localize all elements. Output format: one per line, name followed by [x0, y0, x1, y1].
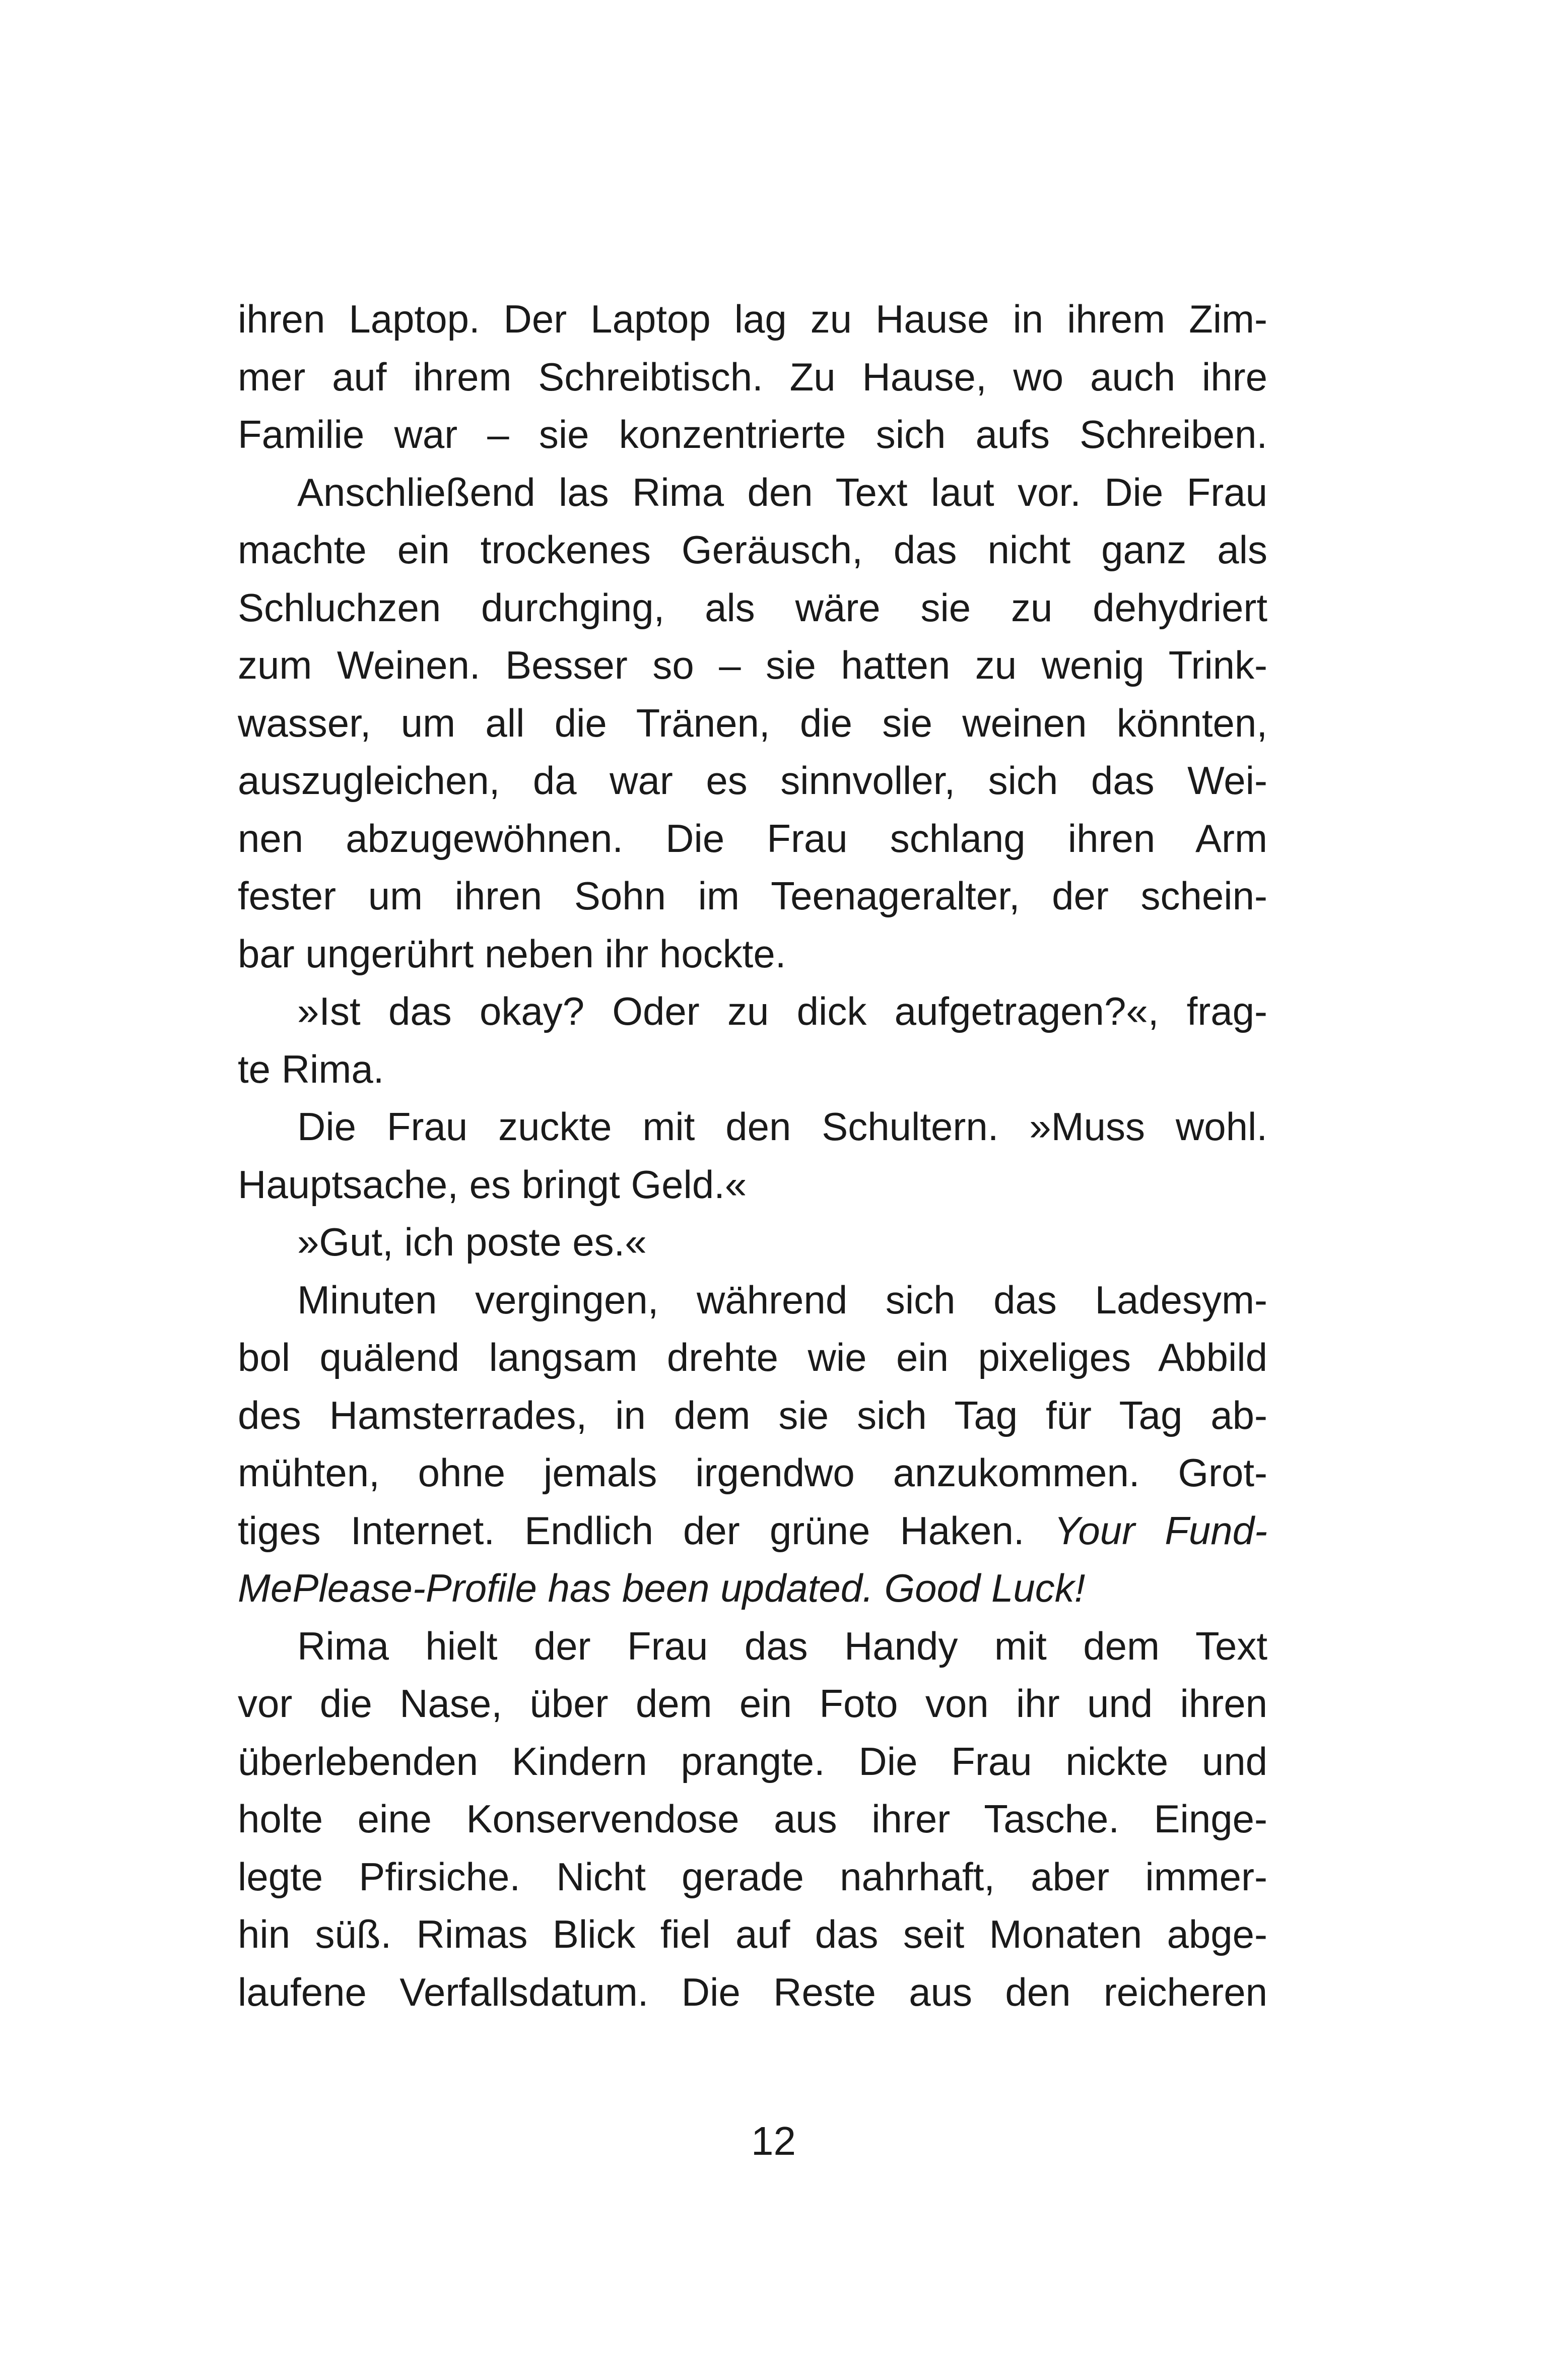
text-line: Rima hielt der Frau das Handy mit dem Text	[297, 1623, 1267, 1668]
text-line: holte eine Konservendose aus ihrer Tasche. Einge-	[238, 1797, 1267, 1841]
body-text	[238, 290, 1267, 2021]
page-number: 12	[751, 2119, 796, 2163]
text-line: laufene Verfallsdatum. Die Reste aus den reicheren	[238, 1969, 1267, 2014]
text-line: Schluchzen durchging, als wäre sie zu dehydriert	[238, 585, 1267, 630]
text-line: Minuten vergingen, während sich das Ladesym-	[297, 1277, 1267, 1322]
text-line: hin süß. Rimas Blick fiel auf das seit Monaten abge-	[238, 1912, 1267, 1956]
text-line: machte ein trockenes Geräusch, das nicht ganz als	[238, 527, 1267, 572]
text-line: überlebenden Kindern prangte. Die Frau nickte und	[238, 1739, 1267, 1783]
text-line: »Ist das okay? Oder zu dick aufgetragen?«, frag-	[297, 989, 1267, 1033]
text-line: Die Frau zuckte mit den Schultern. »Muss wohl.	[297, 1104, 1267, 1149]
text-line: vor die Nase, über dem ein Foto von ihr und ihren	[238, 1681, 1267, 1726]
text-line: bar ungerührt neben ihr hockte.	[238, 931, 786, 976]
italic-text-segment: Your Fund-	[1054, 1508, 1267, 1553]
text-segment: tiges Internet. Endlich der grüne Haken.	[238, 1508, 1054, 1553]
text-line: Anschließend las Rima den Text laut vor. Die Frau	[297, 470, 1267, 514]
text-line: MePlease-Profile has been updated. Good Luck!	[238, 1566, 1086, 1610]
text-line: legte Pfirsiche. Nicht gerade nahrhaft, aber immer-	[238, 1854, 1267, 1899]
text-line: zum Weinen. Besser so – sie hatten zu wenig Trink-	[238, 643, 1267, 687]
text-line: auszugleichen, da war es sinnvoller, sich das Wei-	[238, 758, 1267, 803]
text-line	[238, 1502, 1267, 1560]
text-line: des Hamsterrades, in dem sie sich Tag für Tag ab-	[238, 1393, 1267, 1437]
text-line: »Gut, ich poste es.«	[297, 1220, 647, 1264]
text-line: fester um ihren Sohn im Teenageralter, der schein-	[238, 874, 1267, 918]
text-line: Hauptsache, es bringt Geld.«	[238, 1162, 747, 1207]
text-line: mühten, ohne jemals irgendwo anzukommen. Grot-	[238, 1450, 1267, 1495]
text-line: bol quälend langsam drehte wie ein pixeliges Abbild	[238, 1335, 1267, 1379]
text-line: nen abzugewöhnen. Die Frau schlang ihren Arm	[238, 816, 1267, 861]
text-line: te Rima.	[238, 1046, 384, 1091]
text-line: ihren Laptop. Der Laptop lag zu Hause in ihrem Zim-	[238, 297, 1267, 341]
text-line: Familie war – sie konzentrierte sich aufs Schreiben.	[238, 412, 1267, 456]
text-line: wasser, um all die Tränen, die sie weinen könnten,	[238, 700, 1267, 745]
text-line: mer auf ihrem Schreibtisch. Zu Hause, wo auch ihre	[238, 354, 1267, 399]
